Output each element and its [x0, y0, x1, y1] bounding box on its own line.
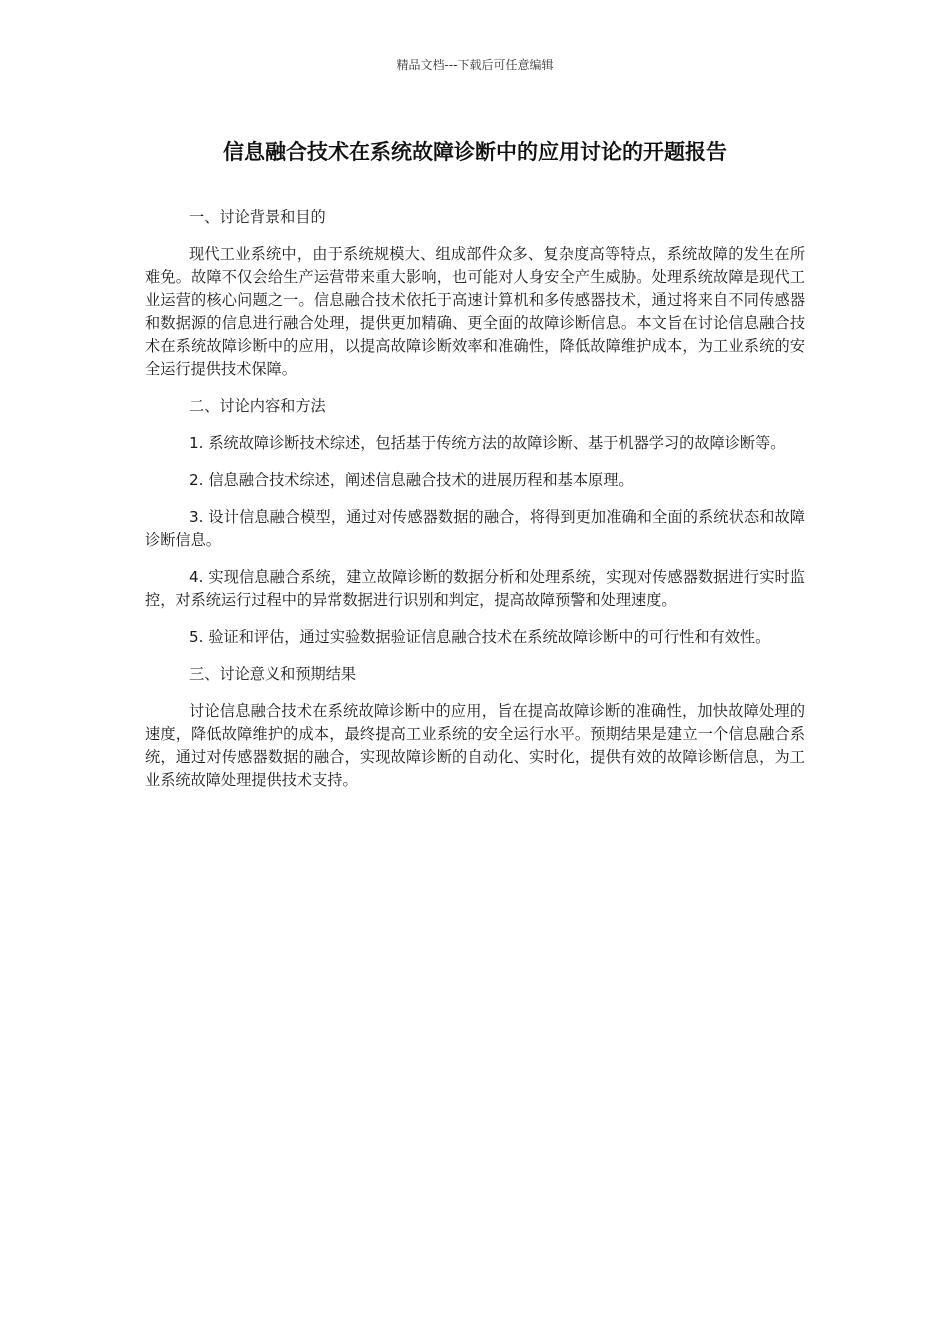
section-2-item-2: 2. 信息融合技术综述，阐述信息融合技术的进展历程和基本原理。 [189, 471, 634, 489]
section-1-paragraph-1: 现代工业系统中，由于系统规模大、组成部件众多、复杂度高等特点，系统故障的发生在所难免。故障不仅会给生产运营带来重大影响，也可能对人身安全产生威胁。处理系统故障是现代工业运营的核心问题之一。信息融合技术依托于高速计算机和多传感器技术，通过将来自不同传感器和数据源的信息进行融合处理，提供更加精确、更全面的故障诊断信息。本文旨在讨论信息融合技术在系统故障诊断中的应用，以提高故障诊断效率和准确性，降低故障维护成本，为工业系统的安全运行提供技术保障。 [145, 245, 805, 378]
header-note: 精品文档---下载后可任意编辑 [396, 58, 554, 72]
section-2-item-3: 3. 设计信息融合模型，通过对传感器数据的融合，将得到更加准确和全面的系统状态和故障诊断信息。 [145, 508, 805, 549]
section-2-item-1: 1. 系统故障诊断技术综述，包括基于传统方法的故障诊断、基于机器学习的故障诊断等。 [189, 434, 786, 452]
section-2-heading: 二、讨论内容和方法 [189, 397, 326, 415]
section-2-item-4: 4. 实现信息融合系统，建立故障诊断的数据分析和处理系统，实现对传感器数据进行实时监控，对系统运行过程中的异常数据进行识别和判定，提高故障预警和处理速度。 [145, 568, 805, 609]
document-body [145, 206, 805, 806]
section-2-item-5: 5. 验证和评估，通过实验数据验证信息融合技术在系统故障诊断中的可行性和有效性。 [189, 628, 771, 646]
section-3-heading: 三、讨论意义和预期结果 [189, 665, 357, 683]
section-3-paragraph-1: 讨论信息融合技术在系统故障诊断中的应用，旨在提高故障诊断的准确性，加快故障处理的速度，降低故障维护的成本，最终提高工业系统的安全运行水平。预期结果是建立一个信息融合系统，通过对传感器数据的融合，实现故障诊断的自动化、实时化，提供有效的故障诊断信息，为工业系统故障处理提供技术支持。 [145, 702, 805, 789]
document-title: 信息融合技术在系统故障诊断中的应用讨论的开题报告 [223, 140, 727, 164]
section-1-heading: 一、讨论背景和目的 [189, 208, 326, 226]
